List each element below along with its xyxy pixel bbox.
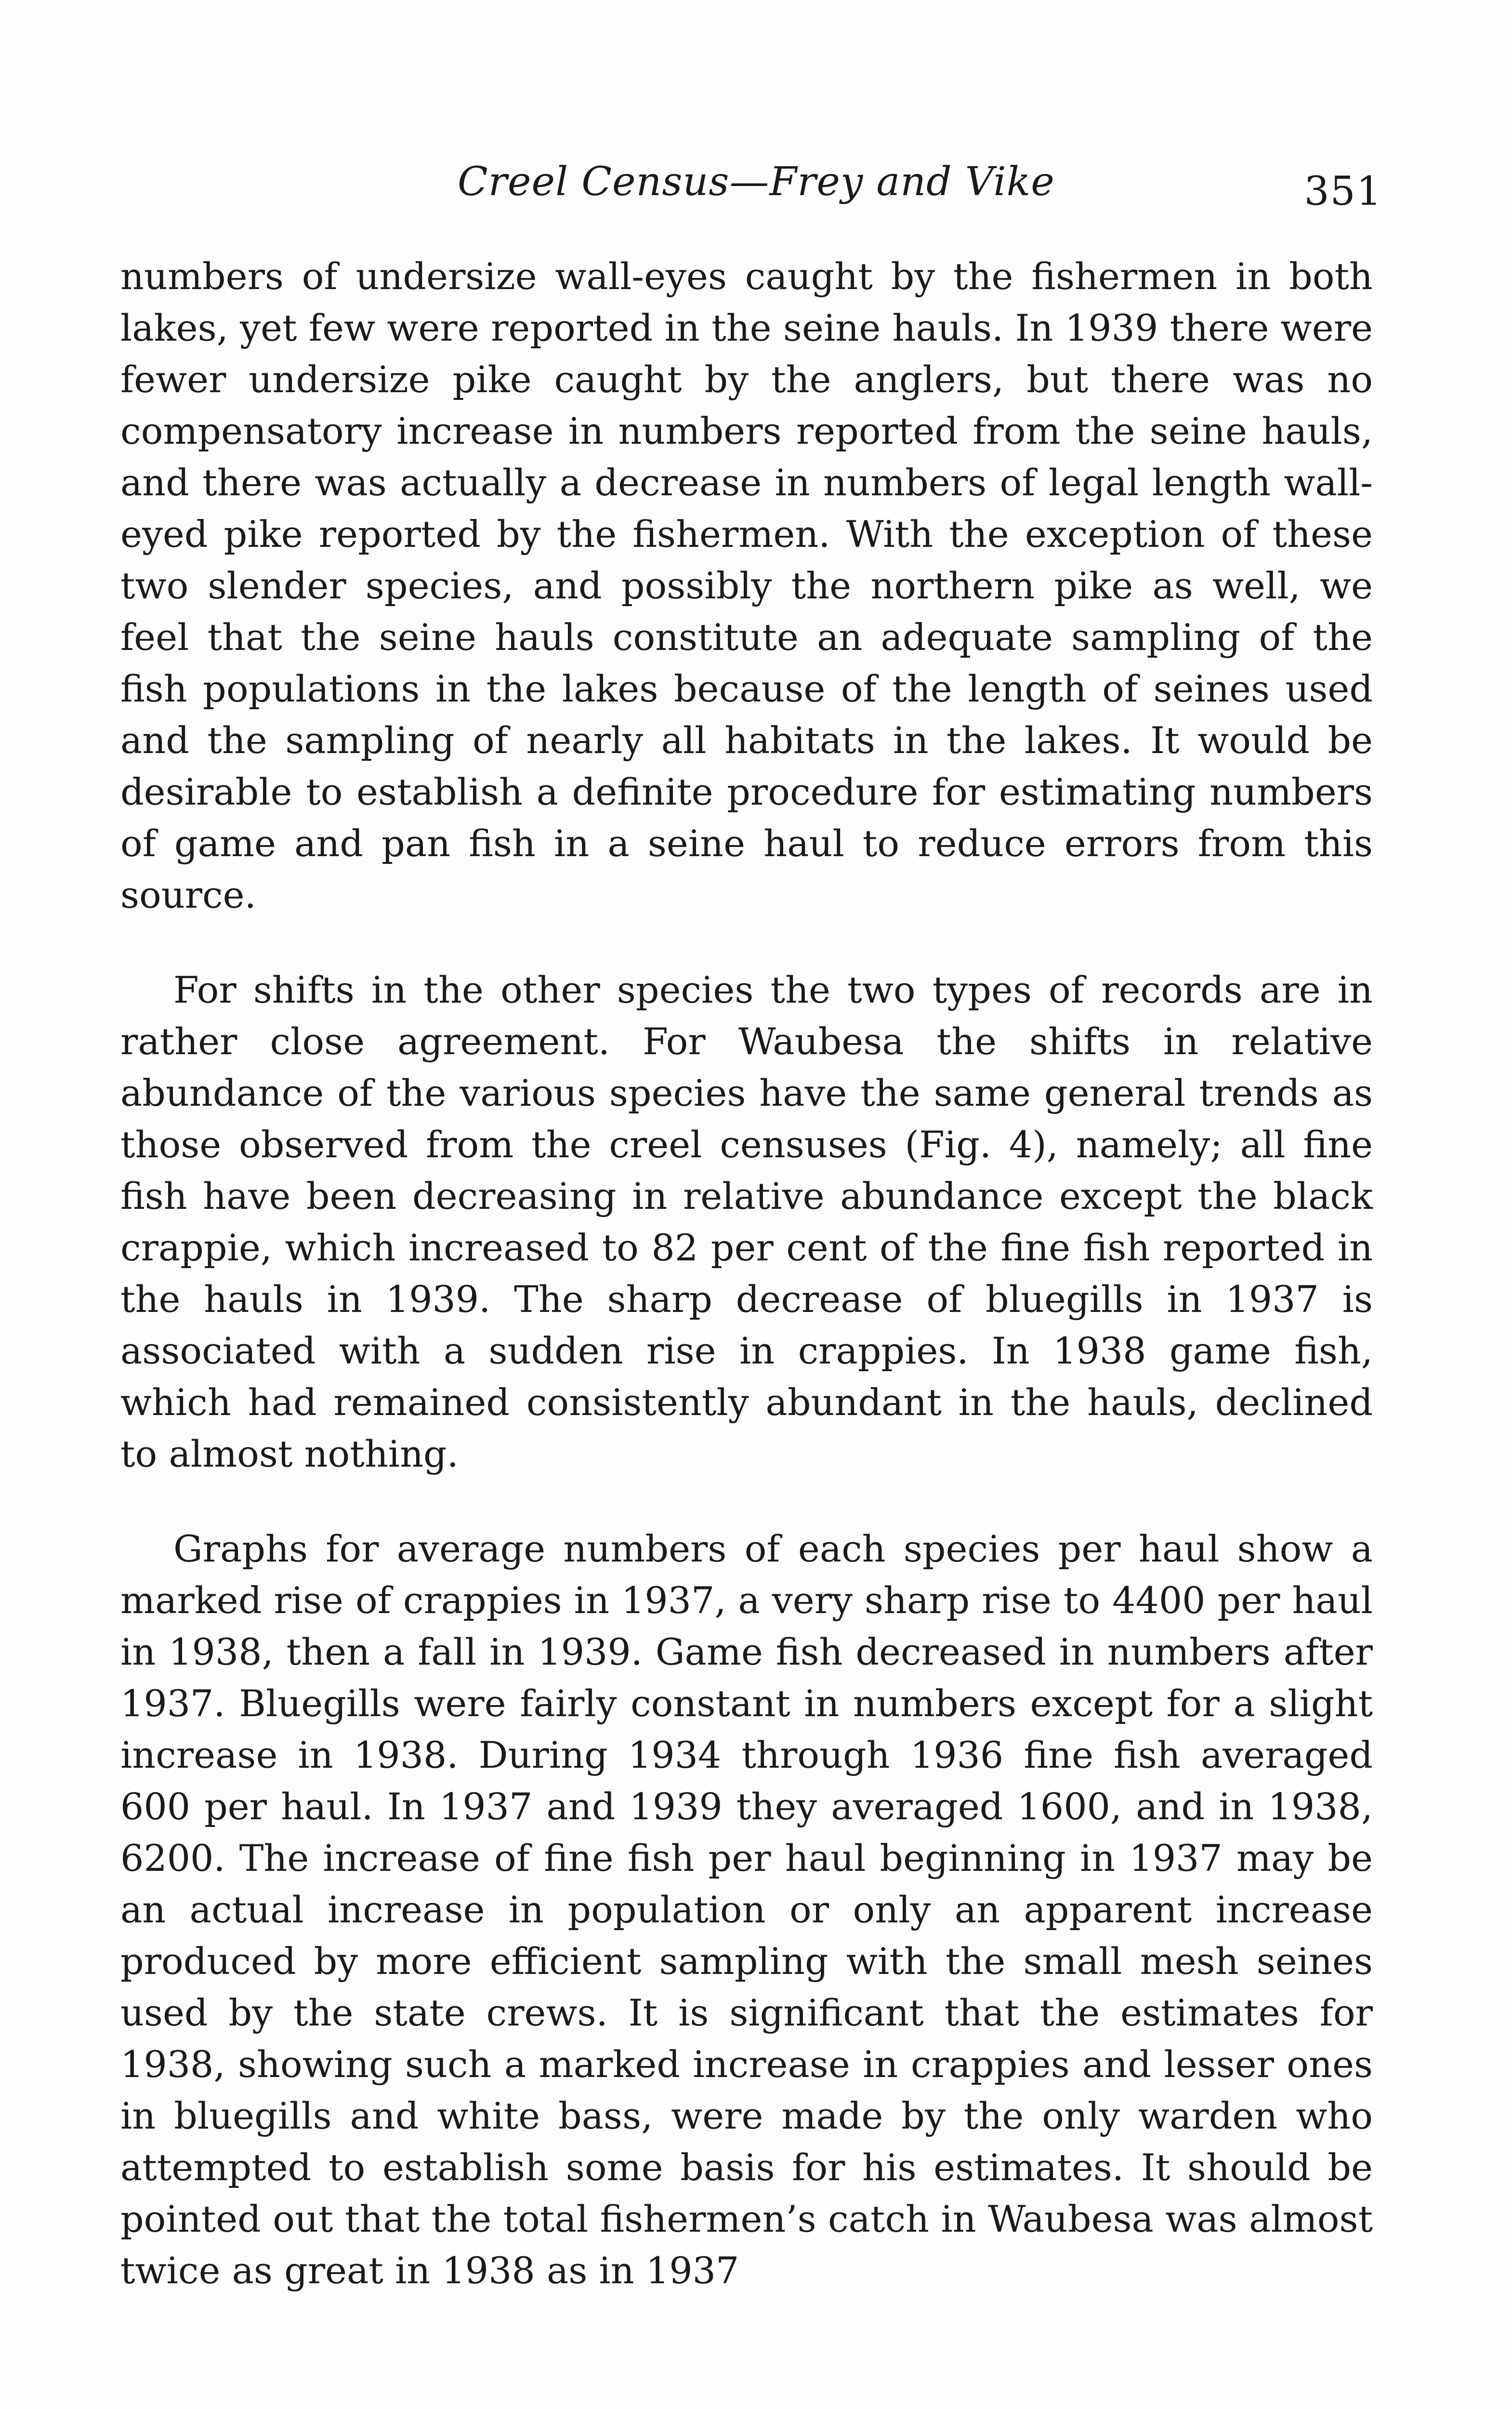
- paragraph-continued: numbers of undersize wall-eyes caught by the fishermen in both lakes, yet few were reported in the seine hauls. In 1939 there were fewer undersize pike caught by the anglers, but there was no compensatory increase in numbers reported from the seine hauls, and there was actually a decrease in numbers of legal length wall-eyed pike reported by the fishermen. With the exception of these two slender species, and possibly the northern pike as well, we feel that the seine hauls constitute an adequate sampling of the fish populations in the lakes because of the length of seines used and the sampling of nearly all habitats in the lakes. It would be desirable to establish a definite procedure for estimating numbers of game and pan fish in a seine haul to reduce errors from this source.: [120, 255, 1373, 916]
- paragraph-graphs-average-numbers: Graphs for average numbers of each species per haul show a marked rise of crappies in 1937, a very sharp rise to 4400 per haul in 1938, then a fall in 1939. Game fish decreased in numbers after 1937. Bluegills were fairly constant in numbers except for a slight increase in 1938. During 1934 through 1936 fine fish averaged 600 per haul. In 1937 and 1939 they averaged 1600, and in 1938, 6200. The increase of fine fish per haul beginning in 1937 may be an actual increase in population or only an apparent increase produced by more efficient sampling with the small mesh seines used by the state crews. It is significant that the estimates for 1938, showing such a marked increase in crappies and lesser ones in bluegills and white bass, were made by the only warden who attempted to establish some basis for his estimates. It should be pointed out that the total fishermen’s catch in Waubesa was almost twice as great in 1938 as in 1937: [120, 1527, 1373, 2292]
- page-number: 351: [1304, 169, 1382, 214]
- body-text: [120, 251, 1373, 2296]
- page-header: [120, 159, 1382, 222]
- running-title: Creel Census—Frey and Vike: [458, 159, 1055, 205]
- paragraph-shifts-other-species: For shifts in the other species the two types of records are in rather close agreement. For Waubesa the shifts in relative abundance of the various species have the same general trends as those observed from the creel censuses (Fig. 4), namely; all fine fish have been decreasing in relative abundance except the black crappie, which increased to 82 per cent of the fine fish reported in the hauls in 1939. The sharp decrease of bluegills in 1937 is associated with a sudden rise in crappies. In 1938 game fish, which had remained consistently abundant in the hauls, declined to almost nothing.: [120, 968, 1373, 1475]
